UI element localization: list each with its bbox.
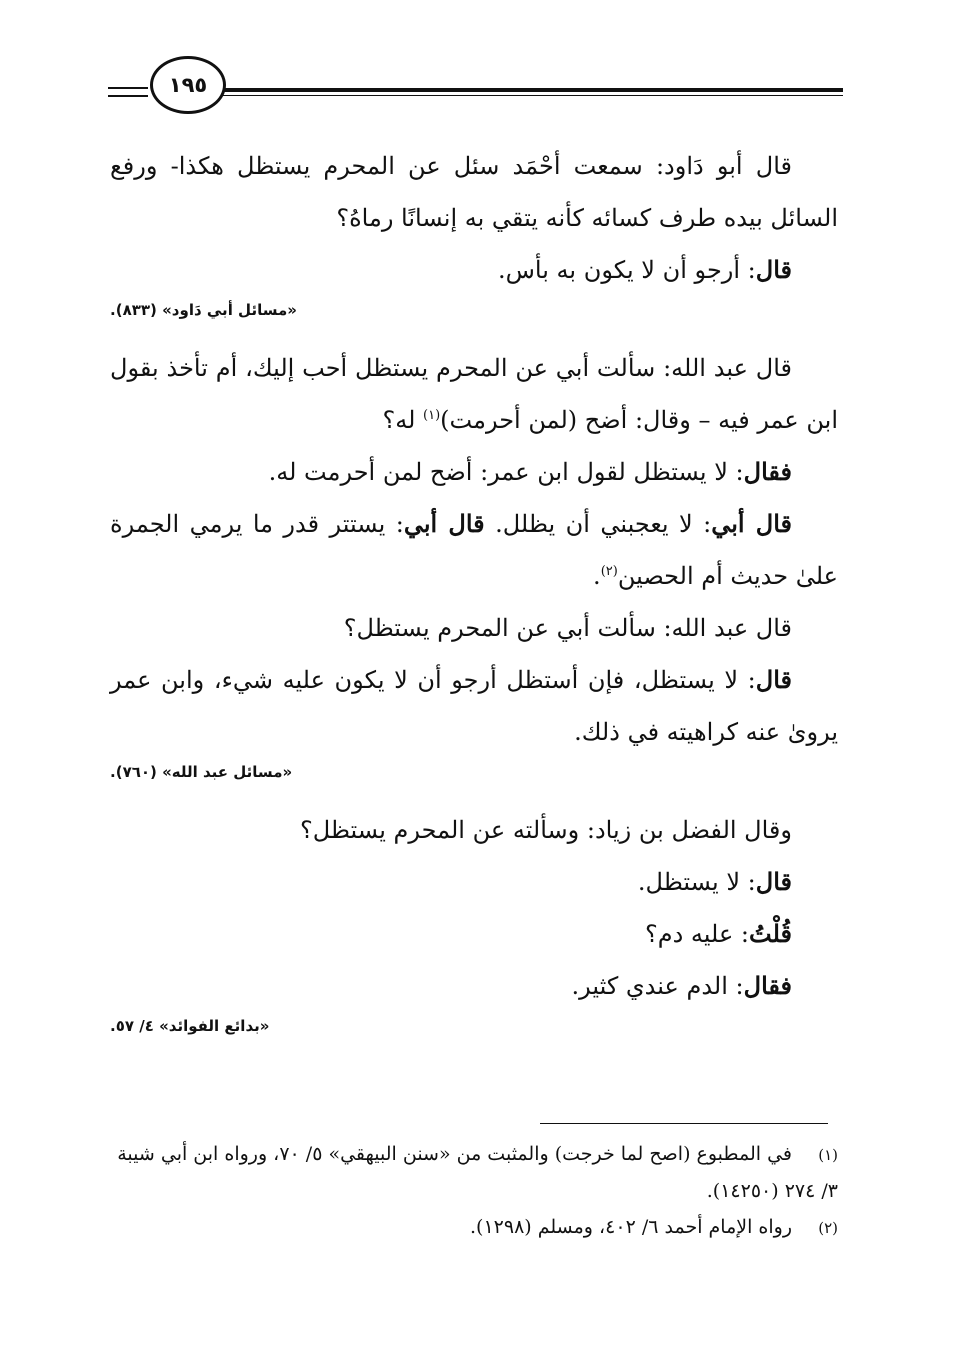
page-header xyxy=(108,52,843,112)
header-rule-left-stub xyxy=(108,95,148,97)
footnote-separator xyxy=(540,1123,828,1124)
paragraph xyxy=(110,804,838,856)
paragraph-text: قال أبو دَاود: سمعت أحْمَد سئل عن المحرم يستظل هكذا- ورفع السائل بيده طرف كسائه كأنه يتقي به إنسانًا رماهُ؟ xyxy=(110,152,838,232)
speaker-label: فقال xyxy=(743,457,792,486)
paragraph xyxy=(110,654,838,758)
footnote-text: رواه الإمام أحمد ٦/ ٤٠٢، ومسلم (١٢٩٨). xyxy=(470,1216,792,1238)
paragraph-text: : يستتر قدر ما يرمي الجمرة علىٰ حديث أم الحصين xyxy=(110,510,838,590)
source-citation: «بدائع الفوائد» ٤/ ٥٧. xyxy=(110,1017,270,1035)
footnotes xyxy=(110,1136,838,1246)
source-citation: «مسائل عبد الله» (٧٦٠). xyxy=(110,763,293,781)
paragraph xyxy=(110,342,838,446)
footnote-number: (١) xyxy=(818,1146,838,1164)
footnote xyxy=(110,1209,838,1246)
paragraph xyxy=(110,140,838,244)
paragraph-text: وقال الفضل بن زياد: وسألته عن المحرم يستظل؟ xyxy=(299,816,792,844)
paragraph xyxy=(110,602,838,654)
speaker-label: قال أبي xyxy=(403,509,485,538)
header-rule-left-stub xyxy=(108,87,148,89)
paragraph xyxy=(110,446,838,498)
speaker-label: فقال xyxy=(743,971,792,1000)
paragraph xyxy=(110,908,838,960)
footnote-ref: (١) xyxy=(423,408,441,423)
paragraph-text: : عليه دم؟ xyxy=(645,920,750,948)
footnote-number: (٢) xyxy=(818,1219,838,1237)
paragraph-text: : لا يستظل، فإن أستظل أرجو أن لا يكون عليه شيء، وابن عمر يرویٰ عنه كراهيته في ذلك. xyxy=(110,666,838,746)
paragraph xyxy=(110,244,838,296)
paragraph-text: : لا يعجبني أن يظلل. xyxy=(484,510,712,538)
source-citation: «مسائل أبي دَاود» (٨٣٣). xyxy=(110,301,297,319)
paragraph-text: له؟ xyxy=(382,406,424,434)
main-text xyxy=(110,140,838,1058)
header-rule-thick xyxy=(218,88,843,92)
speaker-label: قال xyxy=(755,255,792,284)
paragraph-text: : أرجو أن لا يكون به بأس. xyxy=(498,256,756,284)
speaker-label: قُلْتُ xyxy=(749,919,792,948)
footnote-text: في المطبوع (اصح لما خرجت) والمثبت من «سنن البيهقي» ٥/ ٧٠، ورواه ابن أبي شيبة ٣/ ٢٧٤ (١٤٢٥٠). xyxy=(117,1143,838,1202)
speaker-label: قال xyxy=(755,867,792,896)
page-number: ١٩٥ xyxy=(150,56,226,114)
paragraph-text: . xyxy=(593,562,601,590)
paragraph-text: قال عبد الله: سألت أبي عن المحرم يستظل؟ xyxy=(343,614,792,642)
paragraph xyxy=(110,960,838,1012)
paragraph xyxy=(110,856,838,908)
paragraph-text: : لا يستظل لقول ابن عمر: أضح لمن أحرمت له. xyxy=(268,458,744,486)
paragraph xyxy=(110,498,838,602)
paragraph-text: : الدم عندي كثير. xyxy=(571,972,744,1000)
paragraph-text: : لا يستظل. xyxy=(637,868,756,896)
paragraph-text: قال عبد الله: سألت أبي عن المحرم يستظل أحب إليك، أم تأخذ بقول ابن عمر فيه – وقال: أضح (لمن أحرمت) xyxy=(110,354,838,434)
footnote-ref: (٢) xyxy=(600,564,618,579)
footnote xyxy=(110,1136,838,1209)
speaker-label: قال xyxy=(755,665,792,694)
speaker-label: قال أبي xyxy=(711,509,792,538)
header-rule-thin xyxy=(218,95,843,96)
